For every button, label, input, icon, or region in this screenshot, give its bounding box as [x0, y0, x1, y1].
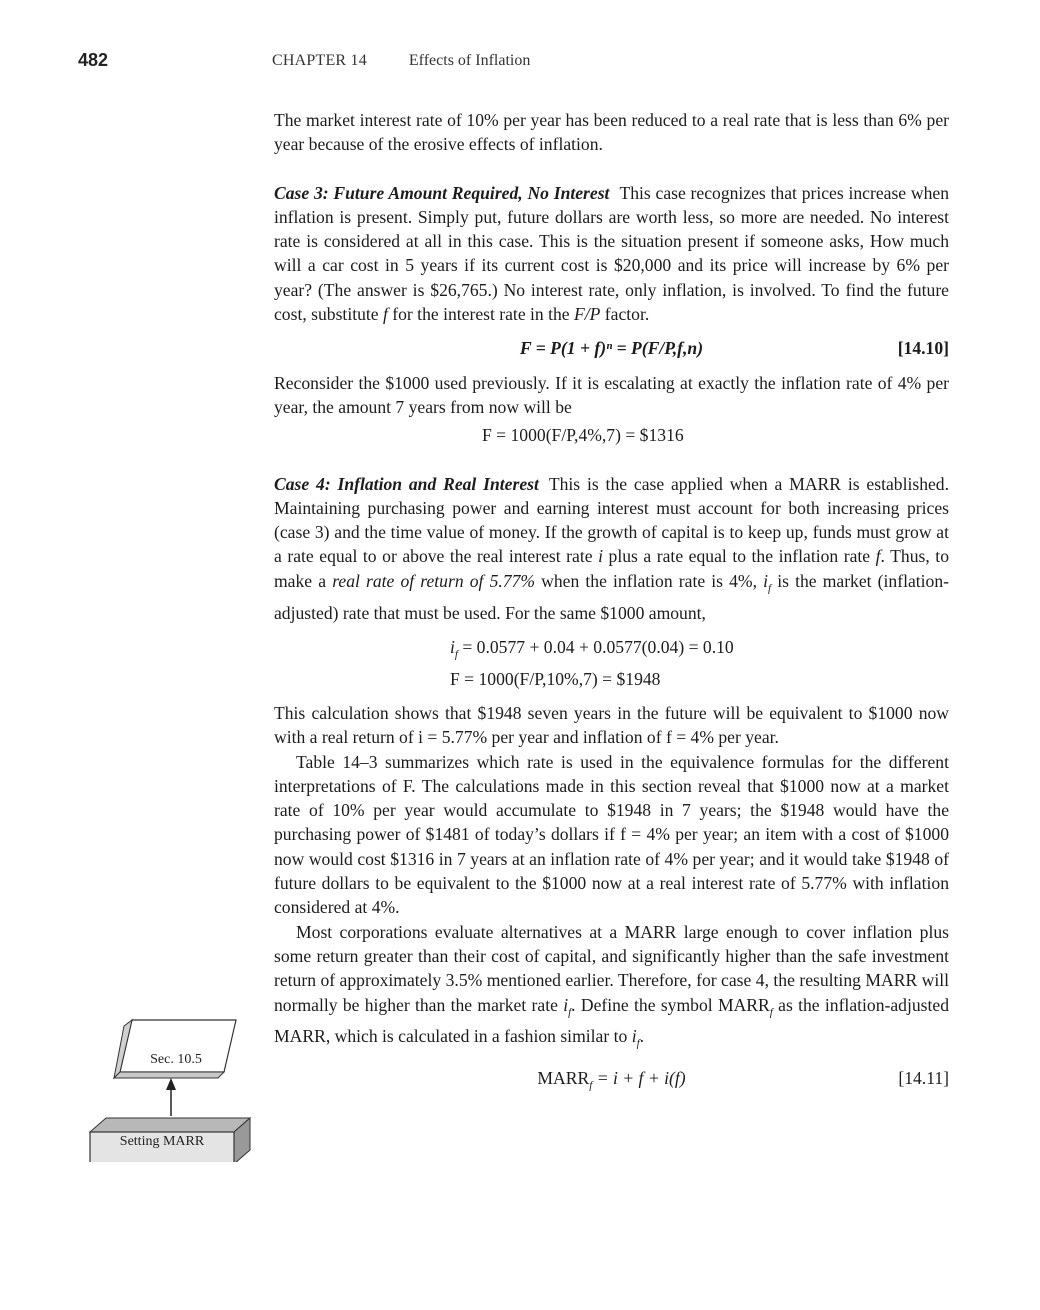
paragraph-calculation-shows: This calculation shows that $1948 seven years in the future will be equivalent to $1000 now with a real return of i = 5.77% per year and inflation of f = 4% per year. — [274, 702, 949, 748]
paragraph-table-14-3: Table 14–3 summarizes which rate is used in the equivalence formulas for the different interpretations of F. The calculations made in this section reveal that $1000 now at a market rate of 10% per year would accumulate to $1948 in 7 years; the $1948 would have the purchasing power of $1481 of today’s dollars if f = 4% per year; an item with a cost of $1000 now would cost $1316 in 7 years at an inflation rate of 4% per year; and it would take $1948 of future dollars to be equivalent to the $1000 now at a real interest rate of 5.77% with inflation considered at 4%. — [274, 751, 949, 918]
chapter-label: CHAPTER 14 — [272, 52, 367, 69]
paragraph-most-corporations: Most corporations evaluate alternatives at a MARR large enough to cover inflation plus some return greater than their cost of capital, and significantly higher than the safe investment return of approximately 3.5% mentioned earlier. Therefore, for case 4, the resulting MARR will normally be higher than the market rate $i_f$. Define the symbol $MARR_f$ as the inflation-adjusted MARR, which is calculated in a fashion similar to $i_f$. — [274, 921, 949, 1050]
chapter-title: Effects of Inflation — [408, 52, 531, 69]
running-head — [272, 52, 530, 70]
margin-note-top-label: Sec. 10.5 — [150, 1052, 202, 1067]
case4-heading: Case 4: Inflation and Real Interest — [274, 473, 539, 494]
equation-14-10: F = P(1 + f)ⁿ = P(F/P,f,n) [14.10] — [274, 336, 949, 360]
margin-note-diagram — [82, 1012, 254, 1162]
page-number: 482 — [78, 50, 109, 70]
paragraph-market-rate: The market interest rate of 10% per year has been reduced to a real rate that is less than 6% per year because of the erosive effects of inflation. — [274, 110, 949, 155]
margin-note-bottom-label: Setting MARR — [119, 1134, 205, 1149]
paragraph-reconsider: Reconsider the $1000 used previously. If it is escalating at exactly the inflation rate of 4% per year, the amount 7 years from now will be — [274, 372, 949, 417]
case3-heading: Case 3: Future Amount Required, No Interest — [274, 182, 610, 203]
equation-f-1948: F = 1000(F/P,10%,7) = $1948 — [450, 668, 661, 689]
paragraph-case3: Case 3: Future Amount Required, No Interest This case recognizes that prices increase when inflation is present. Simply put, future dollars are worth less, so more are needed. No interest rate is considered at all in this case. This is the situation present if someone asks, How much will a car cost in 5 years if its current cost is $20,000 and its price will increase by 6% per year? (The answer is $26,765.) No interest rate, only inflation, is involved. To find the future cost, substitute f for the interest rate in the F/P factor. — [274, 182, 949, 325]
equation-number: [14.10] — [897, 338, 949, 359]
paragraph-case4: Case 4: Inflation and Real Interest This is the case applied when a MARR is established. Maintaining purchasing power and earning interest must account for both increasing prices (case 3) and the time value of money. If the growth of capital is to keep up, funds must grow at a rate equal to or above the real interest rate i plus a rate equal to the inflation rate f. Thus, to make a real rate of return of 5.77% when the inflation rate is 4%, $i_f$ is the market (inflation-adjusted) rate that must be used. For the same $1000 amount, — [274, 473, 950, 623]
equation-14-11: $MARR_f = i + f + i(f)$ [14.11] — [537, 1068, 949, 1092]
body-text — [274, 108, 949, 1098]
equation-f-1316: F = 1000(F/P,4%,7) = $1316 — [482, 425, 684, 446]
equation-number: [14.11] — [898, 1068, 949, 1089]
equation-if: $i_f = 0.0577 + 0.04 + 0.0577(0.04) = 0.10$ — [450, 636, 734, 661]
